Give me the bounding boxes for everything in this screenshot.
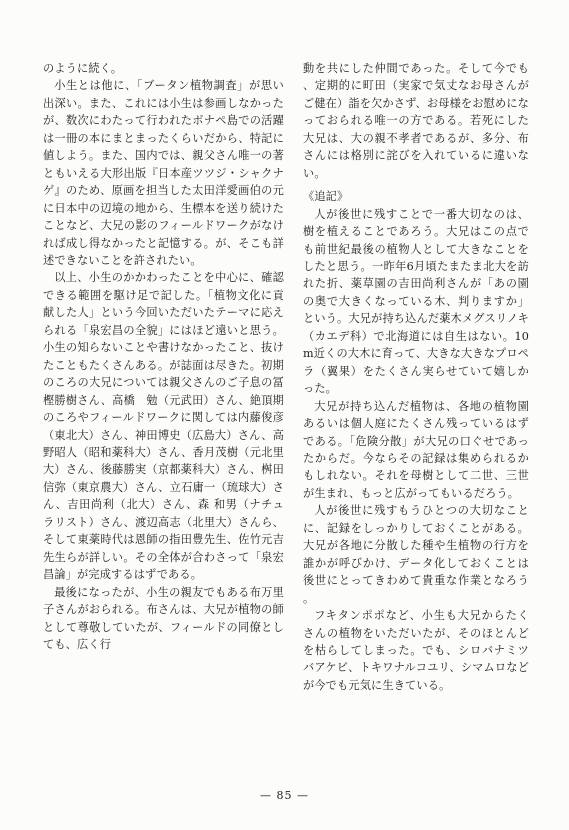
body-paragraph: 以上、小生のかかわったことを中心に、確認できる範囲を駆け足で記した。「植物文化に貢献した人」という今回いただいたテーマに応えられる「泉宏昌の全貌」にはほど遠いと思う。小生の知らないことや書けなかったこと、抜けたこともたくさんある。が誌面は尽きた。初期のころの大兄については親父さんのご子息の冨樫勝樹さん、高橋 勉（元武田）さん、絶頂期のころやフィールドワークに関しては内藤俊彦（東北大）さん、神田博史（広島大）さん、高野昭人（昭和薬科大）さん、香月茂樹（元北里大）さん、後藤勝実（京都薬科大）さん、桝田信弥（東京農大）さん、立石庸一（琉球大）さん、吉田尚利（北大）さん、森 和男（ナチュラリスト）さん、渡辺高志（北里大）さんら、そして東薬時代は恩師の指田豊先生、佐竹元吉先生らが詳しい。その全体が合わさって「泉宏昌論」が完成するはずである。 [43,271,284,582]
body-paragraph: 小生とは他に、「ブータン植物調査」が思い出深い。また、これには小生は参画しなかったが、数次にわたって行われたボナペ島での活躍は一冊の本にまとまったくらいだから、特記に値しよう。また、国内では、親父さん唯一の著ともいえる大形出版『日本産ツツジ・シャクナゲ』のため、原画を担当した太田洋愛画伯の元に日本中の辺境の地から、生標本を送り続けたことなど、大兄の影のフィールドワークがなければ成し得なかったと記憶する。が、そこも詳述できないことを許されたい。 [43,79,284,267]
right-column [303,60,529,694]
page-number: — 85 — [260,789,309,802]
afterword-paragraph: 人が後世に残すもうひとつの大切なことに、記録をしっかりしておくことがある。大兄が各地に分散した種や生植物の行方を誰かが呼びかけ、データ化しておくことは後世にとってきわめて貴重な作業となろう。 [303,504,529,605]
afterword-paragraph: 大兄が持ち込んだ植物は、各地の植物園あるいは個人庭にたくさん残っているはずである。「危険分散」が大兄の口ぐせであったからだ。今ならその記録は集められるかもしれない。それを母樹として二世、三世が生まれ、もっと広がってもいるだろう。 [303,399,529,500]
left-column [43,60,284,653]
body-paragraph: のように続く。 [43,62,123,75]
afterword-heading: 《追記》 [303,190,349,204]
afterword-paragraph: 人が後世に残すことで一番大切なのは、樹を植えることであろう。大兄はこの点でも前世紀最後の植物人として大きなことをしたと思う。一昨年6月頃たまたま北大を訪れた折、薬草園の吉田尚利さんが「あの園の奥で大きくなっている木、判りますか」という。大兄が持ち込んだ薬木メグスリノキ（カエデ科）で北海道には自生はない。10m近くの大木に育って、大きな大きなプロペラ（翼果）をたくさん実らせていて嬉しかった。 [303,207,529,396]
afterword-paragraph: フキタンポポなど、小生も大兄からたくさんの植物をいただいたが、そのほとんどを枯らしてしまった。でも、シロバナミツバアケビ、トキワナルコユリ、シマムロなどが今でも元気に生きている。 [303,609,529,692]
body-paragraph: 動を共にした仲間であった。そして今でも、定期的に町田（実家で気丈なお母さんがご健在）詣を欠かさず、お母様をお慰めになっておられる唯一の方である。若死にした大兄は、大の親不孝者であるが、多分、布さんには格別に詫びを入れているに違いない。 [303,62,529,180]
body-paragraph: 最後になったが、小生の親友でもある布万里子さんがおられる。布さんは、大兄が植物の師として尊敬していたが、フィールドの同僚としても、広く行 [43,585,284,651]
